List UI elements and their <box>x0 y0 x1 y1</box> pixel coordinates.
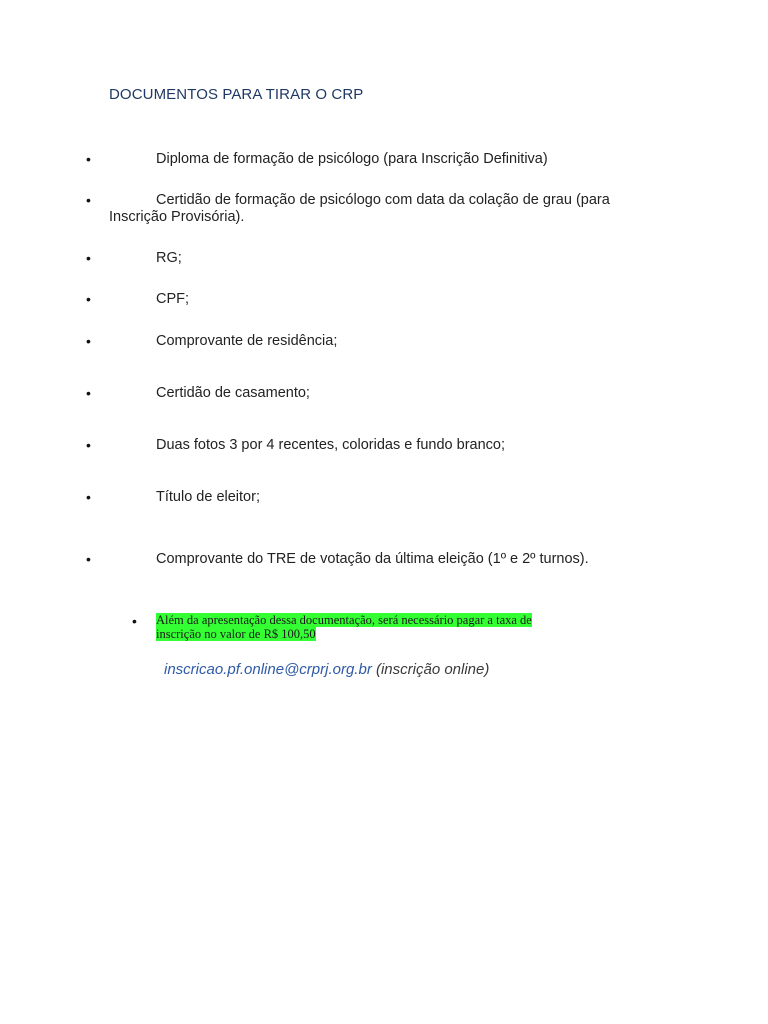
list-item <box>109 291 669 308</box>
list-item <box>109 489 669 506</box>
list-item-text: Certidão de formação de psicólogo com data da colação de grau (para <box>156 192 610 208</box>
list-item <box>109 333 669 350</box>
list-item-text: Duas fotos 3 por 4 recentes, coloridas e fundo branco; <box>156 437 506 453</box>
bullet-icon: • <box>86 489 91 505</box>
list-item <box>109 151 669 168</box>
contact-email-link[interactable]: inscricao.pf.online@crprj.org.br <box>164 661 372 678</box>
bullet-icon: • <box>86 291 91 307</box>
fee-note-line1: Além da apresentação dessa documentação, será necessário pagar a taxa de <box>156 613 532 627</box>
bullet-icon: • <box>86 385 91 401</box>
list-item-text: Comprovante de residência; <box>156 333 338 349</box>
list-item <box>109 192 669 226</box>
document-title: DOCUMENTOS PARA TIRAR O CRP <box>109 86 364 103</box>
fee-note <box>156 613 626 641</box>
list-item-text: Título de eleitor; <box>156 489 260 505</box>
list-item-text: Diploma de formação de psicólogo (para Inscrição Definitiva) <box>156 151 548 167</box>
bullet-icon: • <box>86 551 91 567</box>
list-item <box>109 385 669 402</box>
list-item-text: Comprovante do TRE de votação da última eleição (1º e 2º turnos). <box>156 551 589 567</box>
bullet-icon: • <box>86 333 91 349</box>
bullet-icon: • <box>86 437 91 453</box>
note-bullet-icon: • <box>132 613 137 629</box>
contact-label: (inscrição online) <box>375 661 490 678</box>
list-item <box>109 437 669 454</box>
bullet-icon: • <box>86 250 91 266</box>
list-item <box>109 551 669 568</box>
bullet-icon: • <box>86 192 91 208</box>
list-item-text: Certidão de casamento; <box>156 385 310 401</box>
fee-note-line2: inscrição no valor de R$ 100,50 <box>156 627 316 641</box>
list-item-text: RG; <box>156 250 182 266</box>
contact-line <box>164 661 489 678</box>
list-item-text: CPF; <box>156 291 190 307</box>
bullet-icon: • <box>86 151 91 167</box>
list-item-text-continuation: Inscrição Provisória). <box>109 209 245 225</box>
list-item <box>109 250 669 267</box>
